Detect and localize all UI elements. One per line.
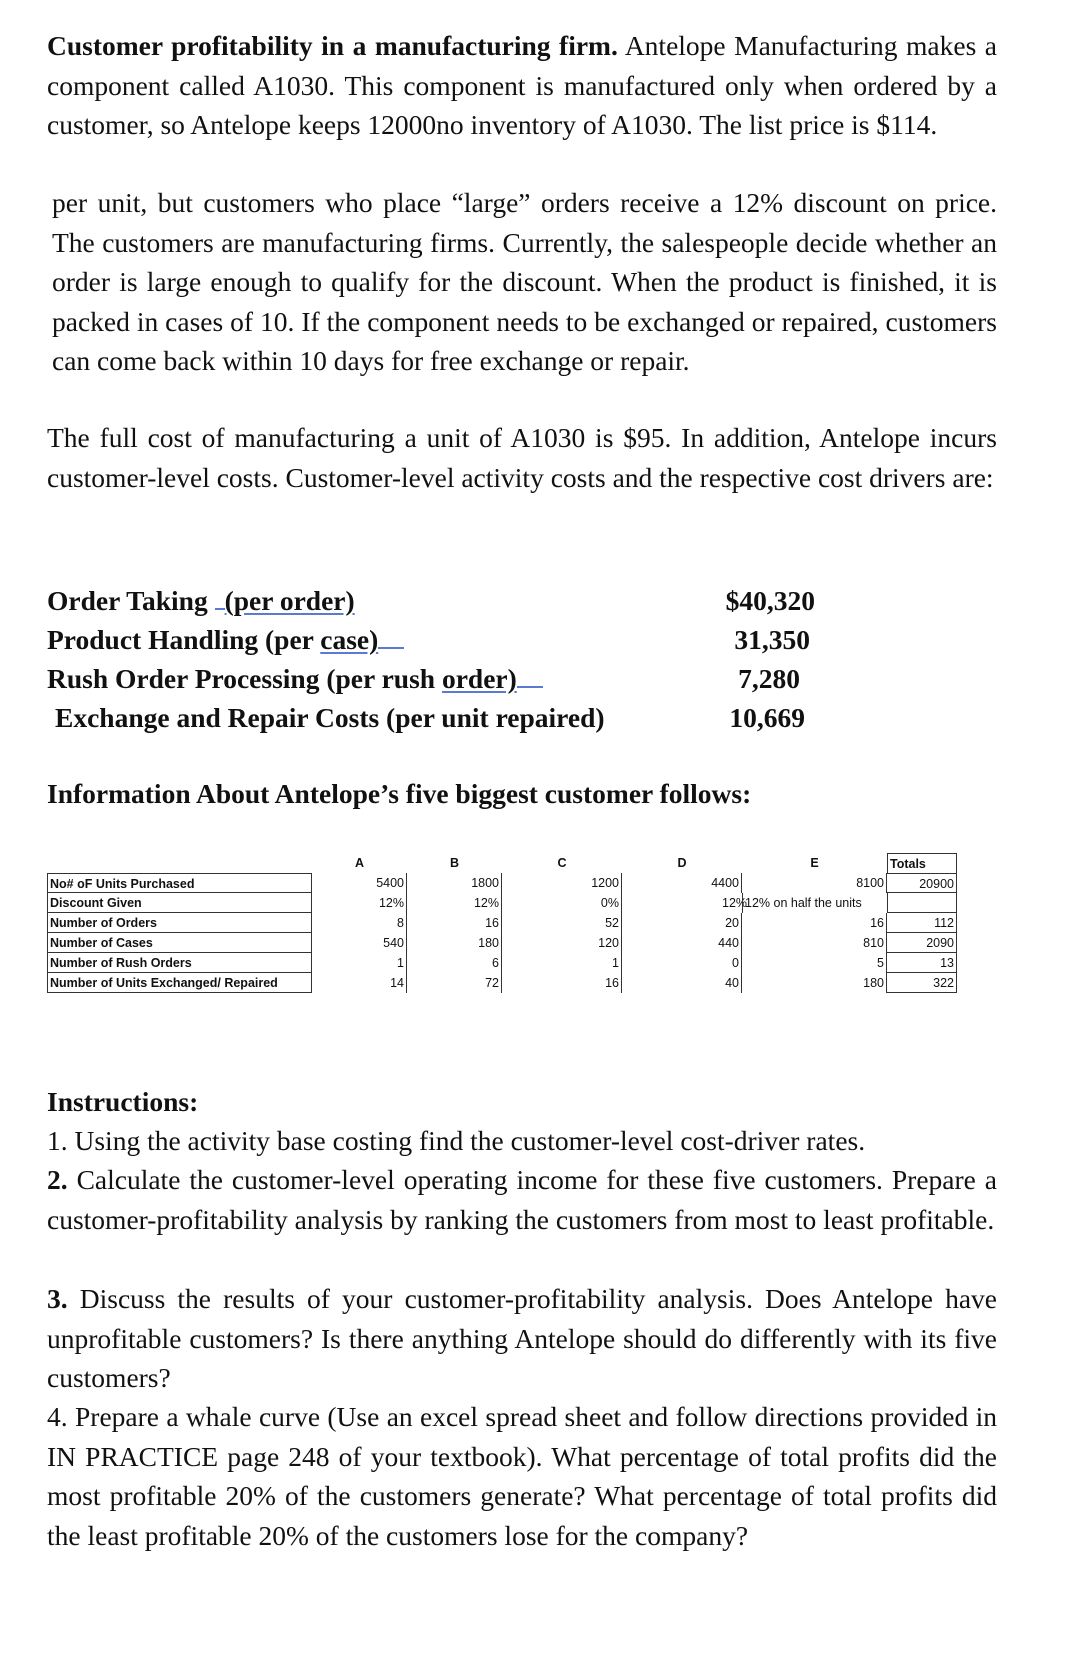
cost-value-order-taking: $40,320 [725,585,815,616]
instruction-4: 4. Prepare a whale curve (Use an excel spread sheet and follow directions provided in IN PRACTICE page 248 of your textbook). What percentage of total profits did the most profitable 20% of the customers generate? What percentage of total profits did the least profitable 20% of the customers lose for the company? [47,1401,997,1551]
table-row-label: Number of Cases [47,933,312,953]
table-cell: 5 [742,953,887,973]
table-cell: 13 [887,953,957,973]
cost-value-exchange-repair: 10,669 [729,702,805,733]
cost-row-product-handling [47,620,404,660]
cost-value-rush-order: 7,280 [738,663,800,694]
intro-paragraph-3: The full cost of manufacturing a unit of A1030 is $95. In addition, Antelope incurs customer-level costs. Customer-level activity costs and the respective cost drivers are: [47,422,997,493]
table-cell: 12% [312,893,407,913]
table-cell: 8100 [742,873,887,893]
table-row-label: Discount Given [47,893,312,913]
table-cell: 16 [502,973,622,993]
instructions-heading: Instructions: [47,1086,199,1117]
cost-driver: (per order) [224,585,355,616]
table-cell: 112 [887,913,957,933]
table-cell: 20900 [887,873,957,893]
table-cell: 20 [622,913,742,933]
table-cell: 120 [502,933,622,953]
table-cell: 8 [312,913,407,933]
cost-label: Rush Order Processing (per rush [47,663,442,694]
table-cell: 440 [622,933,742,953]
instruction-3-text: Discuss the results of your customer-profitability analysis. Does Antelope have unprofitable customers? Is there anything Antelope should do differently with its five customers? [47,1283,997,1393]
table-cell: 0 [622,953,742,973]
table-cell: 0% [502,893,622,913]
table-row-label: Number of Orders [47,913,312,933]
table-cell: 12% [722,896,748,910]
table-cell: 40 [622,973,742,993]
table-cell: 1 [502,953,622,973]
column-header-c: C [557,856,567,870]
table-row-label: Number of Rush Orders [47,953,312,973]
table-cell: 322 [887,973,957,993]
column-header-totals: Totals [887,853,957,873]
cost-label: Order Taking [47,585,215,616]
intro-paragraph-2: per unit, but customers who place “large” orders receive a 12% discount on price. The customers are manufacturing firms. Currently, the salespeople decide whether an order is large enough to qualify for the discount. When the product is finished, it is packed in cases of 10. If the component needs to be exchanged or repaired, customers can come back within 10 days for free exchange or repair. [52,187,997,376]
cost-row-rush-order [47,659,543,699]
column-header-e: E [810,856,819,870]
table-cell: 2090 [887,933,957,953]
table-cell: 6 [407,953,502,973]
instruction-3-number: 3. [47,1283,68,1314]
table-cell: 12% on half the units [742,893,887,913]
table-cell: 12% [407,893,502,913]
instruction-2-number: 2. [47,1164,68,1195]
cost-label: Product Handling (per [47,624,321,655]
column-header-d: D [677,856,687,870]
table-cell [887,893,957,913]
cost-label: Exchange and Repair Costs (per unit repaired) [55,702,605,733]
customer-info-heading: Information About Antelope’s five biggest customer follows: [47,778,752,809]
table-row-label: No# oF Units Purchased [47,873,312,893]
table-cell: 72 [407,973,502,993]
instruction-1: 1. Using the activity base costing find the customer-level cost-driver rates. [47,1125,866,1156]
cost-value-product-handling: 31,350 [734,624,810,655]
table-cell: 4400 [622,873,742,893]
table-cell: 1200 [502,873,622,893]
cost-driver: case) [320,624,379,655]
instruction-3 [47,1279,997,1398]
instruction-2-text: Calculate the customer-level operating income for these five customers. Prepare a customer-profitability analysis by ranking the customers from most to least profitable. [47,1164,997,1235]
table-cell: 16 [407,913,502,933]
cost-driver: order) [441,663,517,694]
table-cell: 5400 [312,873,407,893]
table-cell: 180 [407,933,502,953]
intro-text-1: Antelope Manufacturing makes a component called A1030. This component is manufactured only when ordered by a customer, so Antelope keeps 12000no inventory of A1030. The list price is $114. [47,30,997,140]
table-cell: 180 [742,973,887,993]
table-cell: 14 [312,973,407,993]
table-cell: 52 [502,913,622,933]
table-row-label: Number of Units Exchanged/ Repaired [47,973,312,993]
table-cell: 1 [312,953,407,973]
table-cell: 540 [312,933,407,953]
column-header-b: B [449,856,460,870]
column-header-a: A [354,856,365,870]
intro-paragraph-1 [47,26,997,145]
instruction-2 [47,1160,997,1239]
table-cell: 810 [742,933,887,953]
table-cell: 1800 [407,873,502,893]
table-cell: 16 [742,913,887,933]
cost-row-exchange-repair [55,698,605,738]
problem-title: Customer profitability in a manufacturing firm. [47,30,618,61]
cost-row-order-taking [47,581,355,621]
customer-data-table [47,853,967,993]
